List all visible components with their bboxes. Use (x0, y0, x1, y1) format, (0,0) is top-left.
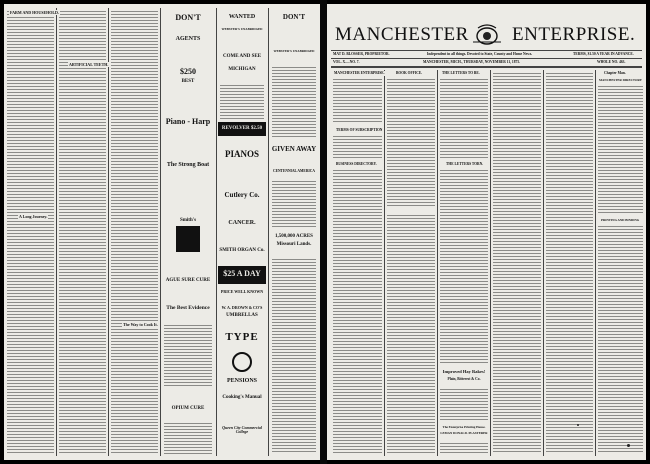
ad-block: TYPE (218, 328, 266, 348)
dateline: MANCHESTER, MICH., THURSDAY, NOVEMBER 11, 1875. (423, 60, 521, 64)
column-rule (108, 8, 109, 456)
ad-block: Piano - Harp (162, 96, 214, 156)
ad-block: OPIUM CURE (162, 400, 214, 420)
heading-terms: TERMS OF SUBSCRIPTION (336, 128, 383, 132)
ad-block: WEBSTER'S UNABRIDGED (270, 42, 318, 64)
column-rule (595, 70, 596, 456)
ad-block: GIVEN AWAY (270, 140, 318, 164)
ink-speck (577, 424, 579, 426)
column-rule (437, 70, 438, 456)
column-rule (543, 70, 544, 456)
heading-manchester-directory: MANCHESTER DIRECTORY (599, 78, 642, 82)
text-column (7, 10, 54, 454)
state-seal-icon (470, 22, 504, 46)
heading-letters-torn: THE LETTERS TORN. (446, 162, 484, 166)
text-column (387, 78, 435, 208)
right-page (327, 4, 646, 460)
badge-icon (232, 352, 252, 372)
text-column (440, 388, 488, 422)
text-column (272, 258, 316, 454)
column-rule (490, 70, 491, 456)
masthead-title-right: ENTERPRISE. (512, 24, 636, 45)
ad-block: PIANOS (218, 138, 266, 180)
ad-block: COME AND SEE MICHIGAN (218, 52, 266, 82)
text-column (598, 225, 643, 454)
ad-block: W. A. DROWN & CO'S UMBRELLAS (218, 300, 266, 326)
ad-block: CENTENNIAL AMERICA (270, 166, 318, 178)
masthead-rule (331, 58, 642, 59)
ad-block: DON'T (270, 10, 318, 40)
ad-block: PRICE WELL KNOWN (218, 286, 266, 298)
seal-icon (176, 226, 200, 252)
text-column (59, 10, 106, 454)
ad-block: Smith's (162, 216, 214, 266)
masthead-rule (331, 66, 642, 68)
column-rule (160, 8, 161, 456)
ad-block: $25 A DAY (218, 266, 266, 284)
whole-number: WHOLE NO. 463. (597, 60, 626, 64)
motto-line: Independent in all things. Devoted to State, County and Home News. (427, 52, 533, 56)
heading-artificial-teeth: ARTIFICIAL TEETH. (69, 62, 109, 67)
heading-enterprise: MANCHESTER ENTERPRISE. (334, 71, 385, 75)
text-column (220, 84, 264, 120)
ad-block: 1,500,000 ACRES Missouri Lands. (270, 230, 318, 256)
publisher-line: MAT D. BLOSSER, PROPRIETOR. (333, 52, 390, 56)
heading-printing-binding: PRINTING AND BINDING (601, 218, 640, 222)
text-column (493, 72, 541, 454)
text-column (164, 422, 212, 454)
column-rule (216, 8, 217, 456)
ink-speck (627, 444, 630, 447)
heading-way-to-cook: The Way to Cook It. (123, 322, 158, 327)
text-column (440, 78, 488, 158)
text-column (164, 324, 212, 388)
terms-line: TERMS, $1.50 A YEAR IN ADVANCE. (573, 52, 634, 56)
ad-block: REVOLVER $2.50 (218, 122, 266, 136)
ad-block: Queen City Commercial College (218, 408, 266, 454)
text-column (440, 169, 488, 364)
ad-block: Cooking's Manual (218, 390, 266, 406)
ad-block: Cutlery Co. (218, 182, 266, 212)
ad-block: Improved Hay Rakes! Plain, Bitterest & Co. (439, 366, 489, 386)
masthead-title-left: MANCHESTER (335, 24, 469, 45)
text-column (440, 442, 488, 454)
ad-block: CANCER. (218, 214, 266, 236)
volume-line: VOL. X.—NO. 7. (333, 60, 360, 64)
text-column (333, 169, 382, 454)
masthead-rule (331, 50, 642, 51)
heading-long-journey: A Long Journey. (19, 214, 48, 219)
ad-block: The Best Evidence (162, 298, 214, 322)
heading-letters-to-be: THE LETTERS TO BE. (442, 71, 480, 75)
text-column (387, 214, 435, 454)
ad-block: AGUE SURE CURE (162, 268, 214, 296)
left-page (4, 4, 320, 460)
text-column (598, 85, 643, 215)
ad-block: $250 BEST (162, 64, 214, 94)
ad-block (218, 350, 266, 372)
text-column (111, 10, 158, 454)
ad-block: The Strong Boat (162, 158, 214, 198)
heading-business-directory: BUSINESS DIRECTORY. (336, 162, 377, 166)
ad-block: DON'T AGENTS (162, 10, 214, 62)
text-column (546, 72, 593, 454)
ad-block: The Enterprise Printing House. LEMAN DONALD. PLASTERER (439, 424, 489, 440)
column-rule (268, 8, 269, 456)
text-column (272, 66, 316, 138)
column-rule (384, 70, 385, 456)
text-column (333, 135, 382, 159)
ad-block: WANTED WEBSTER'S UNABRIDGED (218, 10, 266, 50)
heading-farm-household: FARM AND HOUSEHOLD. (10, 10, 59, 15)
text-column (333, 78, 382, 124)
heading-book-office: BOOK OFFICE. (396, 71, 423, 75)
column-rule (56, 8, 57, 456)
heading-chapter-man: Chapter Man. (604, 71, 626, 75)
ad-block: PENSIONS (218, 374, 266, 388)
page-gutter (320, 0, 327, 464)
text-column (272, 180, 316, 228)
ad-block: SMITH ORGAN Co. (218, 238, 266, 264)
